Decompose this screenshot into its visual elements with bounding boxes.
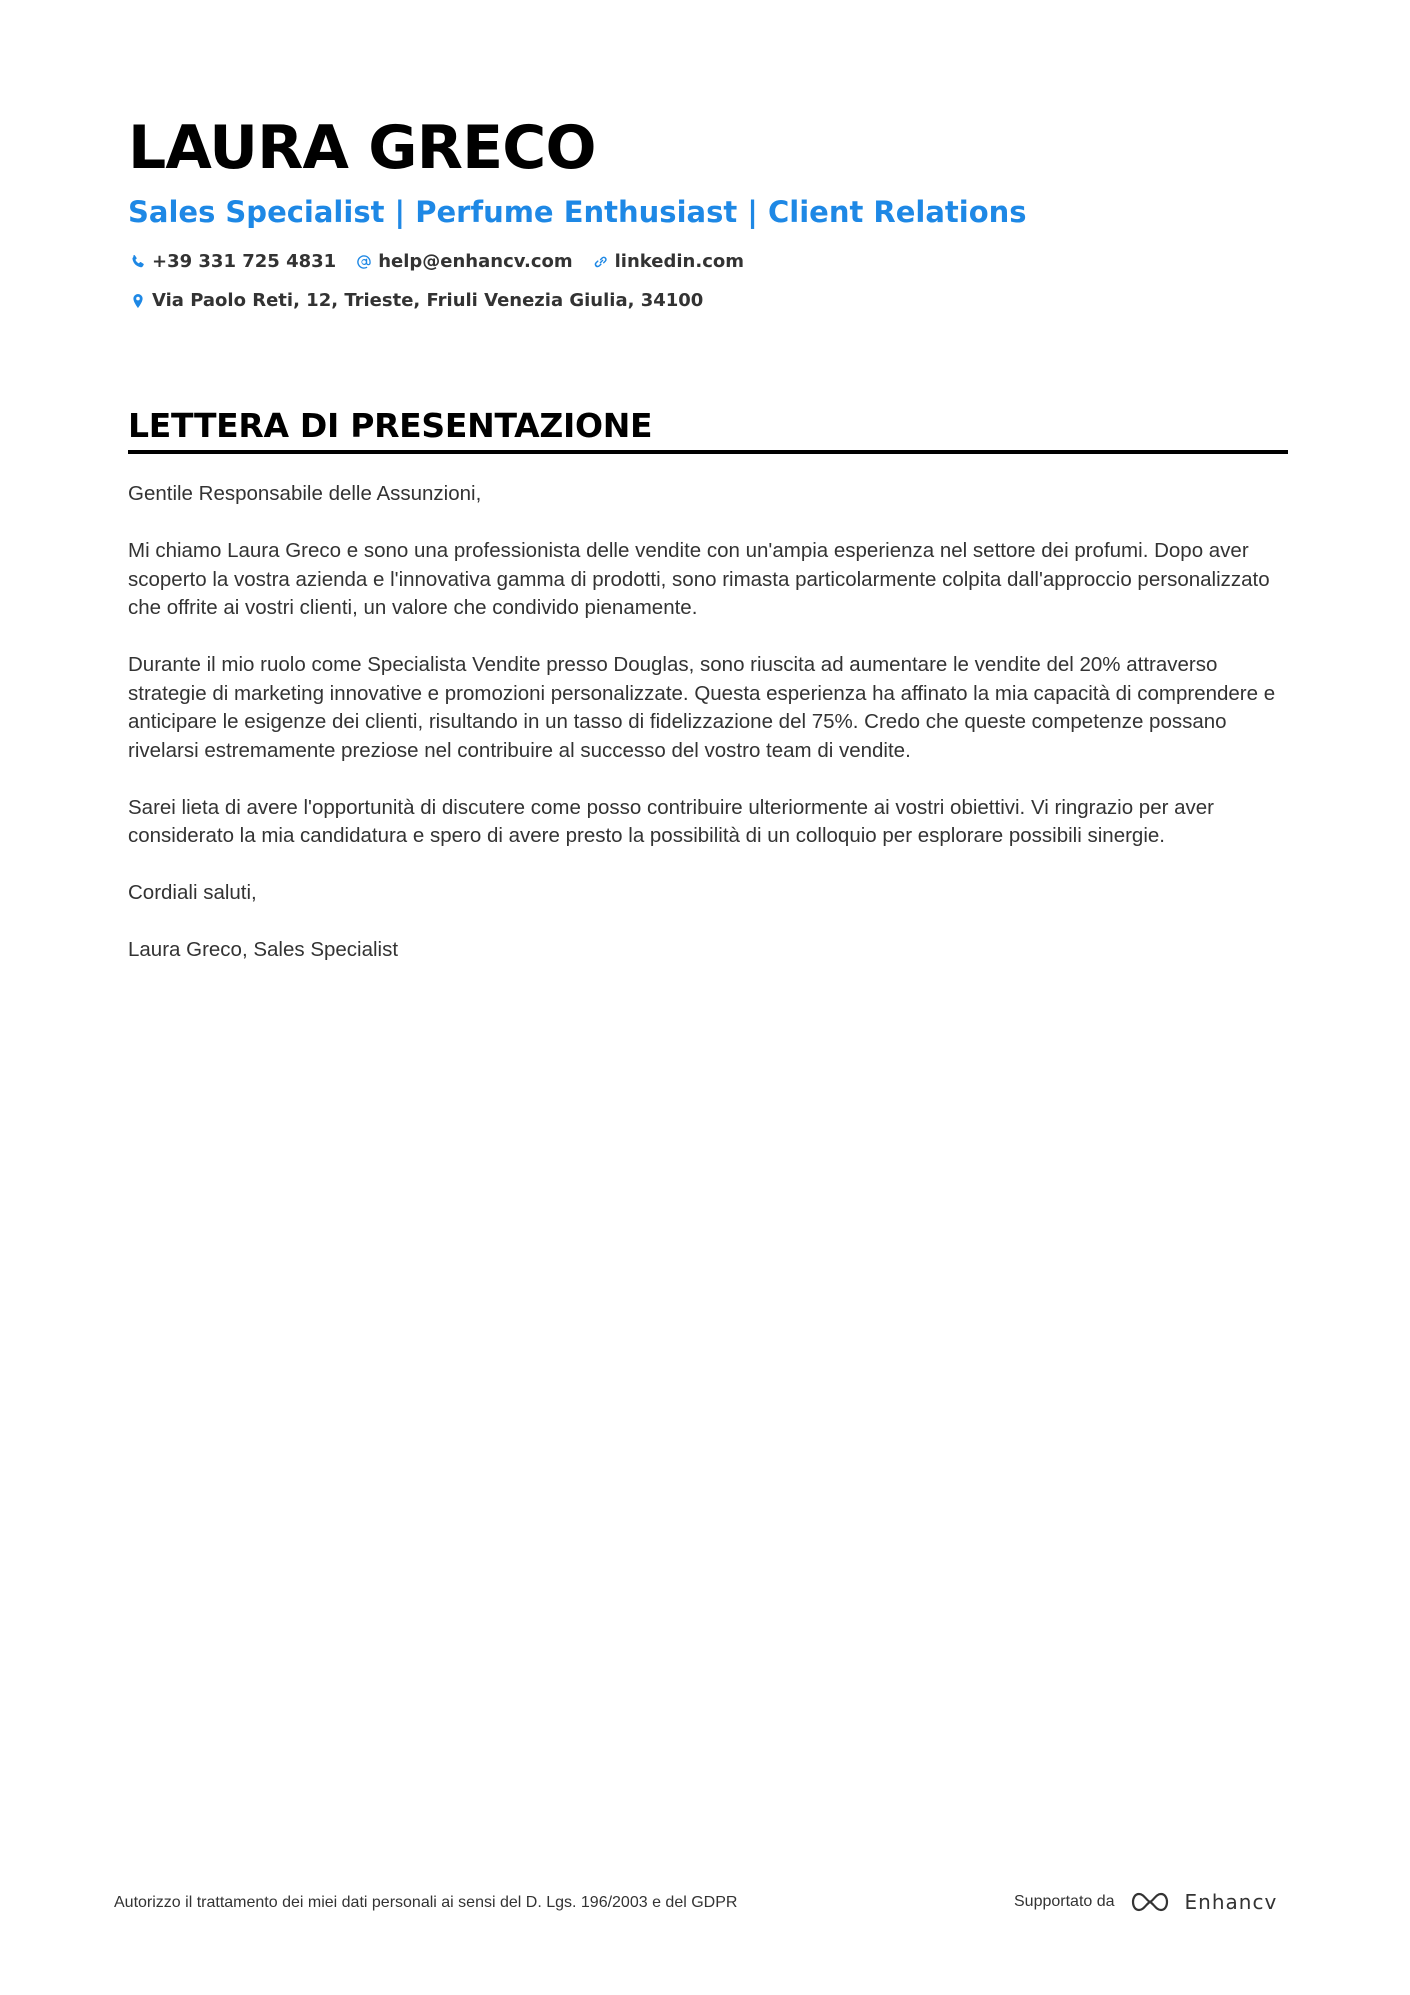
resume-header [128, 112, 1288, 313]
contact-row [128, 250, 1288, 274]
contact-phone[interactable] [128, 250, 336, 274]
candidate-title: Sales Specialist | Perfume Enthusiast | Client Relations [128, 195, 1027, 229]
at-icon [354, 252, 374, 272]
enhancv-brand-name: Enhancv [1184, 1890, 1278, 1914]
link-icon [591, 252, 611, 272]
section-title: LETTERA DI PRESENTAZIONE [128, 404, 1288, 454]
enhancv-logo-icon [1127, 1890, 1173, 1914]
contact-phone-text: +39 331 725 4831 [152, 251, 337, 272]
cover-letter-section [128, 404, 1288, 993]
contact-address-text: Via Paolo Reti, 12, Trieste, Friuli Venezia Giulia, 34100 [152, 290, 704, 311]
candidate-name: LAURA GRECO [128, 113, 596, 183]
letter-body [128, 480, 1288, 965]
letter-signature: Laura Greco, Sales Specialist [128, 938, 399, 961]
location-pin-icon [128, 291, 148, 311]
contact-address [128, 289, 703, 313]
powered-by-label: Supportato da [1014, 1893, 1115, 1910]
letter-regards: Cordiali saluti, [128, 881, 257, 904]
letter-paragraph-closing: Sarei lieta di avere l'opportunità di discutere come posso contribuire ulteriormente ai vostri obiettivi. Vi ringrazio per aver considerato la mia candidatura e spero di avere presto la possibilità di un colloquio per esplorare possibili sinergie. [128, 795, 1215, 847]
letter-paragraph-intro: Mi chiamo Laura Greco e sono una professionista delle vendite con un'ampia esperienza nel settore dei profumi. Dopo aver scoperto la vostra azienda e l'innovativa gamma di prodotti, sono rimasta particolarmente colpita dall'approccio personalizzato che offrite ai vostri clienti, un valore che condivido pienamente. [128, 539, 1270, 619]
letter-paragraph-experience: Durante il mio ruolo come Specialista Vendite presso Douglas, sono riuscita ad aumentare le vendite del 20% attraverso strategie di marketing innovative e promozioni personalizzate. Questa esperienza ha affinato la mia capacità di comprendere e anticipare le esigenze dei clienti, risultando in un tasso di fidelizzazione del 75%. Credo che queste competenze possano rivelarsi estremamente preziose nel contribuire al successo del vostro team di vendite. [128, 653, 1276, 762]
privacy-consent: Autorizzo il trattamento dei miei dati personali ai sensi del D. Lgs. 196/2003 e del GDPR [114, 1894, 738, 1911]
contact-linkedin[interactable] [591, 250, 744, 274]
letter-salutation: Gentile Responsabile delle Assunzioni, [128, 482, 482, 505]
contact-email[interactable] [354, 250, 572, 274]
phone-icon [128, 252, 148, 272]
contact-email-text: help@enhancv.com [378, 251, 573, 272]
powered-by[interactable] [1014, 1886, 1277, 1918]
address-row [128, 289, 1288, 313]
contact-linkedin-text: linkedin.com [614, 251, 744, 272]
